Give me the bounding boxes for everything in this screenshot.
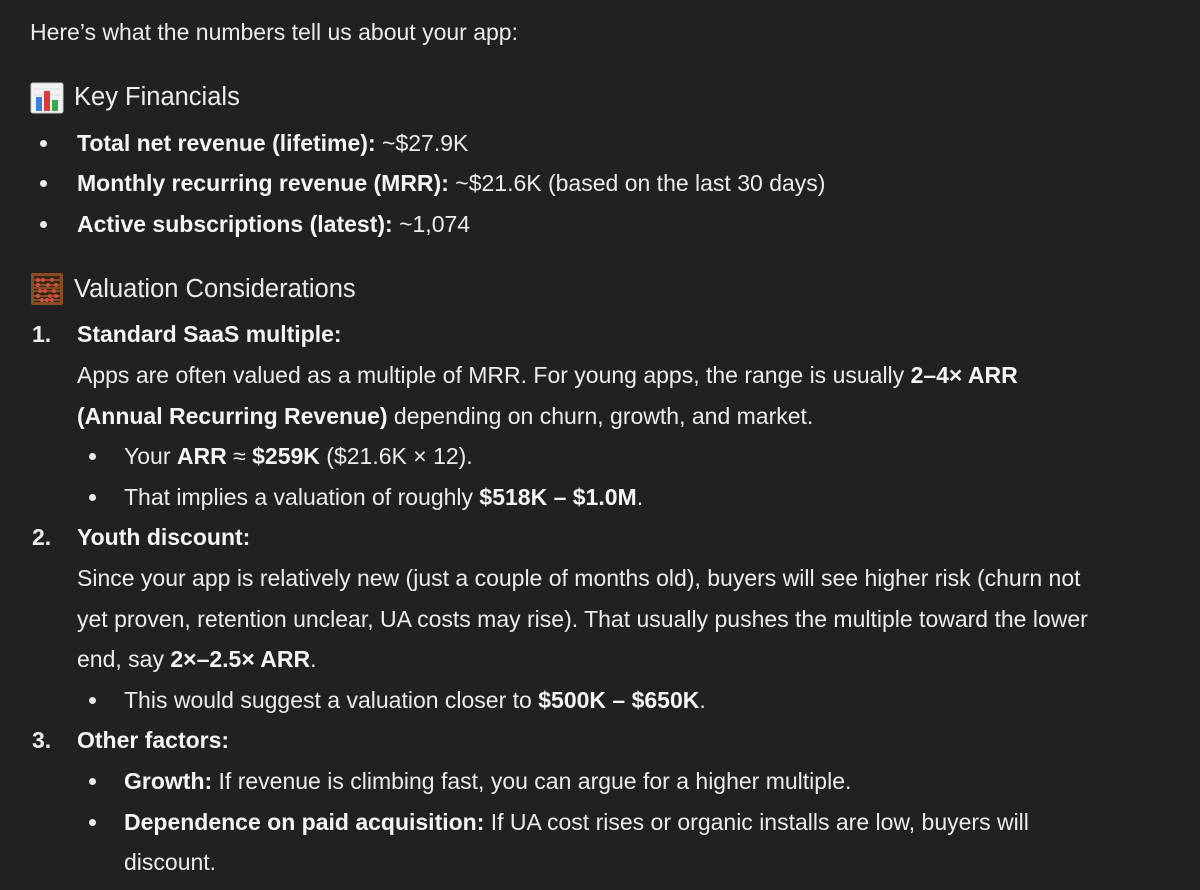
list-item bbox=[30, 163, 1200, 204]
text-run-bold: ARR bbox=[176, 443, 227, 470]
sub-list bbox=[77, 680, 1200, 721]
list-item bbox=[77, 680, 1200, 721]
list-item bbox=[77, 477, 1200, 518]
valuation-list bbox=[30, 314, 1200, 882]
list-item bbox=[30, 720, 1200, 882]
text-run-bold: $259K bbox=[252, 443, 320, 470]
text-run: . bbox=[699, 686, 706, 713]
intro-text: Here’s what the numbers tell us about your app: bbox=[30, 19, 518, 45]
item-value: ~1,074 bbox=[392, 210, 471, 237]
list-item bbox=[30, 314, 1200, 517]
text-run: ≈ bbox=[226, 443, 253, 470]
bar-chart-emoji-icon bbox=[30, 81, 64, 115]
list-item bbox=[77, 802, 1200, 883]
text-run: yet proven, retention unclear, UA costs may rise). That usually pushes the multiple toward the lower bbox=[77, 605, 1088, 632]
item-label: Total net revenue (lifetime): bbox=[77, 129, 376, 156]
list-item bbox=[30, 204, 1200, 245]
list-number: 1. bbox=[32, 321, 52, 348]
section-heading-key-financials bbox=[30, 73, 1200, 123]
text-run: If UA cost rises or organic installs are low, buyers will bbox=[484, 808, 1029, 835]
text-run: If revenue is climbing fast, you can argue for a higher multiple. bbox=[212, 767, 852, 794]
item-label: Active subscriptions (latest): bbox=[77, 210, 393, 237]
text-run: This would suggest a valuation closer to bbox=[124, 686, 539, 713]
section-title: Valuation Considerations bbox=[74, 275, 356, 304]
section-title: Key Financials bbox=[74, 83, 240, 112]
text-run: Your bbox=[124, 443, 177, 470]
point-title: Youth discount: bbox=[77, 524, 251, 551]
abacus-emoji-icon bbox=[30, 272, 64, 306]
text-run: depending on churn, growth, and market. bbox=[387, 402, 814, 429]
sub-list bbox=[77, 761, 1200, 883]
point-paragraph bbox=[77, 558, 1200, 680]
point-title: Standard SaaS multiple: bbox=[77, 321, 342, 348]
text-run-bold: Growth: bbox=[124, 767, 213, 794]
list-item bbox=[77, 761, 1200, 802]
text-run: end, say bbox=[77, 646, 171, 673]
list-item bbox=[30, 517, 1200, 720]
text-run: discount. bbox=[124, 849, 217, 876]
text-run-bold: 2×–2.5× ARR bbox=[170, 646, 311, 673]
item-label: Monthly recurring revenue (MRR): bbox=[77, 170, 449, 197]
list-number: 3. bbox=[32, 727, 52, 754]
sub-list bbox=[77, 436, 1200, 517]
text-run: . bbox=[636, 483, 644, 510]
text-run: . bbox=[310, 646, 317, 673]
point-paragraph bbox=[77, 355, 1200, 436]
text-run-bold: $518K – $1.0M bbox=[479, 483, 637, 510]
section-heading-valuation bbox=[30, 264, 1200, 314]
text-run-bold: (Annual Recurring Revenue) bbox=[77, 402, 388, 429]
text-run: Apps are often valued as a multiple of MRR. For young apps, the range is usually bbox=[77, 361, 911, 388]
text-run: That implies a valuation of roughly bbox=[124, 483, 480, 510]
text-run-bold: 2–4× ARR bbox=[910, 361, 1018, 388]
list-item bbox=[77, 436, 1200, 477]
list-item bbox=[30, 123, 1200, 164]
text-run-bold: $500K – $650K bbox=[538, 686, 700, 713]
list-number: 2. bbox=[32, 524, 52, 551]
key-financials-list bbox=[30, 123, 1200, 245]
text-run-bold: Dependence on paid acquisition: bbox=[124, 808, 485, 835]
point-title: Other factors: bbox=[77, 727, 230, 754]
item-value: ~$27.9K bbox=[375, 129, 469, 156]
text-run: ($21.6K × 12). bbox=[319, 443, 473, 470]
item-value: ~$21.6K (based on the last 30 days) bbox=[448, 170, 826, 197]
text-run: Since your app is relatively new (just a couple of months old), buyers will see higher risk (churn not bbox=[77, 564, 1081, 591]
